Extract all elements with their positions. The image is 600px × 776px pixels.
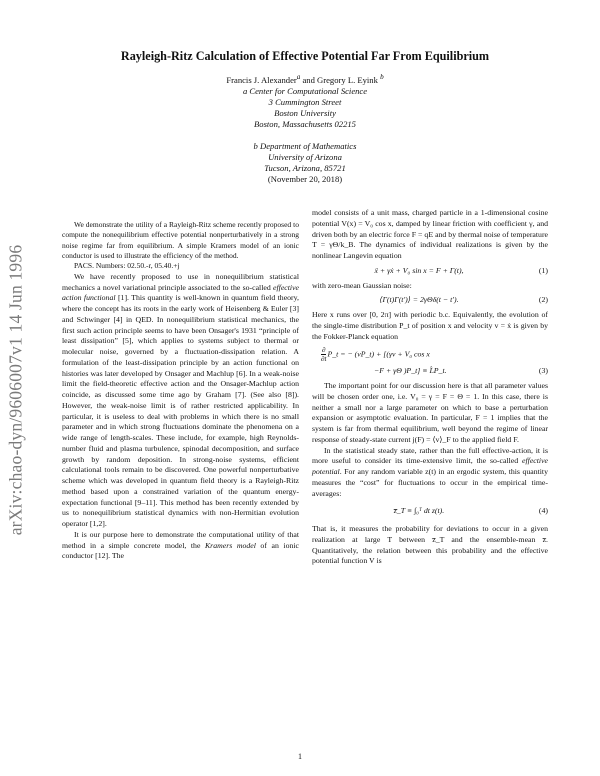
fokker-planck-paragraph: Here x runs over [0, 2π] with periodic b.c. Equivalently, the evolution of the single-time distribution P_t of position x and velocity v = ẋ is given by the Fokker-Planck equation <box>312 310 548 341</box>
paper-title: Rayleigh-Ritz Calculation of Effective Potential Far From Equilibrium <box>120 49 490 63</box>
affiliation-a: a Center for Computational Science <box>242 85 368 96</box>
noise-paragraph: with zero-mean Gaussian noise: <box>312 280 412 290</box>
model-paragraph: model consists of a unit mass, charged particle in a 1-dimensional cosine potential V(x) = V₀ cos x, damped by linear friction with coefficient γ, and driven both by an electric force F = qE and by thermal noise of temperature T = γΘ/k_B. The dynamics of individual realizations is given by the nonlinear Langevin equation <box>312 208 548 260</box>
equation-2: ⟨Γ(t)Γ(t′)⟩ = 2γΘδ(t − t′). (2) <box>379 295 548 305</box>
author-block <box>60 72 550 185</box>
author-names: Francis J. Alexander$^a$ and Gregory L. Eyink $^b$ <box>226 73 384 85</box>
paper-date: (November 20, 2018) <box>267 173 343 184</box>
pacs-numbers: PACS. Numbers: 02.50.-r, 05.40.+j <box>74 261 180 271</box>
arxiv-identifier: arXiv:chao-dyn/9606007v1 14 Jun 1996 <box>5 244 26 536</box>
page-number: 1 <box>298 752 302 761</box>
affiliation-b-institution: University of Arizona <box>268 151 342 162</box>
affiliation-b: b Department of Mathematics <box>253 140 357 151</box>
equation-3: $\frac{\partial}{\partial t}$ P_t = − (vP_t) + [(γv + V₀ cos x −F + γΘ )P_t] ≡ L̂P_t. (3) <box>321 346 548 376</box>
effective-potential-paragraph: In the statistical steady state, rather than the full effective-action, it is more useful to consider its time-extensive limit, the so-called effective potential. For any random variable z(t) in an ergodic system, this quantity measures the “cost” for fluctuations to occur in the empirical time-averages: <box>312 445 548 498</box>
affiliation-a-city: Boston, Massachusetts 02215 <box>254 118 356 129</box>
affiliation-a-address: 3 Cummington Street <box>268 96 342 107</box>
right-column <box>312 208 548 567</box>
parameter-paragraph: The important point for our discussion here is that all parameter values will be chosen order one, i.e. V₀ = γ = F = Θ = 1. In this case, there is neither a small nor a large parameter on which to base a perturbation expansion or asymptotic evaluation. In particular, F = 1 implies that the system is far from thermal equilibrium, well beyond the regime of linear response of steady-state current j(F) = ⟨v⟩_F to the applied field F. <box>312 381 548 444</box>
abstract: We demonstrate the utility of a Rayleigh-Ritz scheme recently proposed to compute the nonequilibrium effective potential nonperturbatively in a strong noise regime far from equilibrium. A simple Kramers model of an ionic conductor is used to illustrate the efficiency of the method. <box>62 220 299 260</box>
purpose-paragraph: It is our purpose here to demonstrate the computational utility of that method in a simple concrete model, the Kramers model of an ionic conductor [12]. The <box>62 529 299 561</box>
affiliation-b-city: Tucson, Arizona, 85721 <box>264 162 346 173</box>
affiliation-a-institution: Boston University <box>274 107 336 118</box>
left-column <box>62 220 299 562</box>
probability-paragraph: That is, it measures the probability for deviations to occur in a given realization at large T between z̅_T and the ensemble-mean z̅. Quantitatively, the relation between this probability and the effective potential function V is <box>312 524 548 566</box>
equation-1: ẍ + γẋ + V₀ sin x = F + Γ(t), (1) <box>374 265 548 275</box>
intro-paragraph: We have recently proposed to use in nonequilibrium statistical mechanics a novel variational principle associated to the so-called effective action functional [1]. This quantity is well-known in quantum field theory, where the concept has its roots in the early work of Heisenberg & Euler [3] and Schwinger [4] in QED. In nonequilibrium statistical mechanics, the first such action principle seems to have been Onsager's 1931 “principle of least dissipation” [5], which applies to systems subject to thermal or molecular noise, governed by a fluctuation-dissipation relation. A formulation of the least-dissipation principle by an action functional on histories was later developed by Onsager and Machlup [6]. In a weak-noise limit the field-theoretic effective action and the Onsager-Machlup action coincide, as discussed some time ago by Graham [7]. (See also [8]). However, the weak-noise limit is of rather restricted applicability. In particular, it is useless to deal with problems in which there is no small parameter and in which strong fluctuations dominate the phenomena on a wide range of length-scales. These include, for example, high Reynolds-number fluid and plasma turbulence, spinodal decomposition, and surface growth by random deposition. In strong-noise systems, efficient calculational tools remain to be discovered. One powerful nonperturbative scheme which was developed in quantum field theory is a Rayleigh-Ritz method based upon a constrained variation of the quantum energy-expectation functional [9–11]. This method has been recently extended by us to nonequilibrium statistical dynamics with non-Hermitian evolution operator [1,2]. <box>62 271 299 529</box>
equation-4: z̅_T ≡ ∫₀ᵀ dt z(t). (4) <box>393 506 548 516</box>
